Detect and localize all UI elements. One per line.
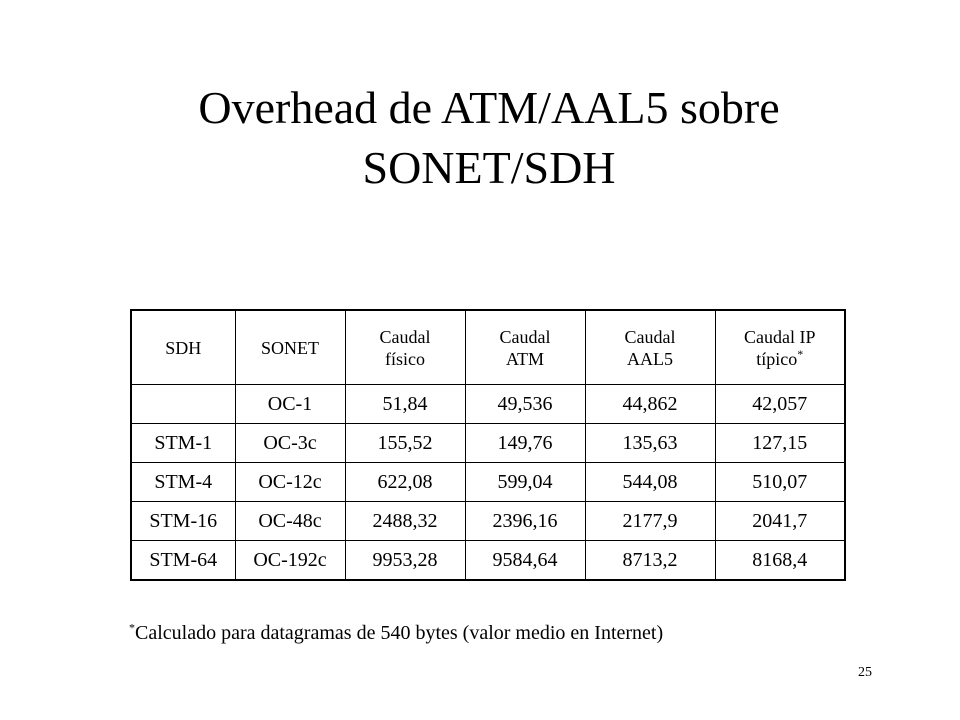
header-caudal-atm	[465, 310, 585, 385]
header-sdh	[131, 310, 235, 385]
cell-caudal-ip: 127,15	[715, 424, 845, 463]
footnote-marker: *	[797, 346, 804, 361]
cell-sdh: STM-1	[131, 424, 235, 463]
cell-sonet: OC-1	[235, 385, 345, 424]
header-label: SONET	[261, 337, 319, 358]
cell-caudal-ip: 42,057	[715, 385, 845, 424]
header-label: ATM	[505, 348, 544, 369]
cell-caudal-aal5: 44,862	[585, 385, 715, 424]
slide-title	[0, 78, 960, 198]
cell-caudal-atm: 9584,64	[465, 541, 585, 581]
cell-sonet: OC-3c	[235, 424, 345, 463]
header-caudal-fisico	[345, 310, 465, 385]
cell-sonet: OC-192c	[235, 541, 345, 581]
cell-sdh	[131, 385, 235, 424]
table-row	[131, 463, 845, 502]
cell-sdh: STM-16	[131, 502, 235, 541]
footnote	[129, 620, 663, 646]
cell-caudal-aal5: 2177,9	[585, 502, 715, 541]
cell-caudal-fisico: 9953,28	[345, 541, 465, 581]
cell-caudal-aal5: 135,63	[585, 424, 715, 463]
cell-sdh: STM-4	[131, 463, 235, 502]
cell-caudal-ip: 510,07	[715, 463, 845, 502]
cell-caudal-fisico: 155,52	[345, 424, 465, 463]
throughput-table	[130, 309, 846, 581]
slide-title-line-1: Overhead de ATM/AAL5 sobre	[198, 82, 780, 133]
cell-caudal-fisico: 622,08	[345, 463, 465, 502]
cell-sonet: OC-12c	[235, 463, 345, 502]
header-label: Caudal	[624, 326, 676, 347]
cell-caudal-fisico: 2488,32	[345, 502, 465, 541]
header-label-with-marker	[716, 348, 845, 370]
footnote-text: Calculado para datagramas de 540 bytes (valor medio en Internet)	[135, 622, 664, 644]
table-row	[131, 502, 845, 541]
header-label: físico	[385, 348, 425, 369]
header-label: Caudal	[379, 326, 431, 347]
header-caudal-aal5	[585, 310, 715, 385]
page-number: 25	[858, 665, 872, 680]
header-sonet	[235, 310, 345, 385]
cell-caudal-fisico: 51,84	[345, 385, 465, 424]
cell-caudal-ip: 2041,7	[715, 502, 845, 541]
cell-caudal-atm: 149,76	[465, 424, 585, 463]
table-row	[131, 424, 845, 463]
table-row	[131, 541, 845, 581]
header-label: Caudal IP	[744, 326, 816, 347]
header-label: AAL5	[627, 348, 673, 369]
cell-caudal-aal5: 8713,2	[585, 541, 715, 581]
header-label: típico	[756, 348, 798, 369]
footnote-marker: *	[129, 620, 135, 635]
cell-caudal-ip: 8168,4	[715, 541, 845, 581]
cell-sdh: STM-64	[131, 541, 235, 581]
cell-caudal-atm: 599,04	[465, 463, 585, 502]
table-header-row	[131, 310, 845, 385]
cell-sonet: OC-48c	[235, 502, 345, 541]
cell-caudal-atm: 49,536	[465, 385, 585, 424]
cell-caudal-atm: 2396,16	[465, 502, 585, 541]
cell-caudal-aal5: 544,08	[585, 463, 715, 502]
slide-title-line-2: SONET/SDH	[362, 142, 616, 193]
header-label: SDH	[165, 337, 202, 358]
header-label: Caudal	[499, 326, 551, 347]
table-row	[131, 385, 845, 424]
header-caudal-ip-tipico	[715, 310, 845, 385]
